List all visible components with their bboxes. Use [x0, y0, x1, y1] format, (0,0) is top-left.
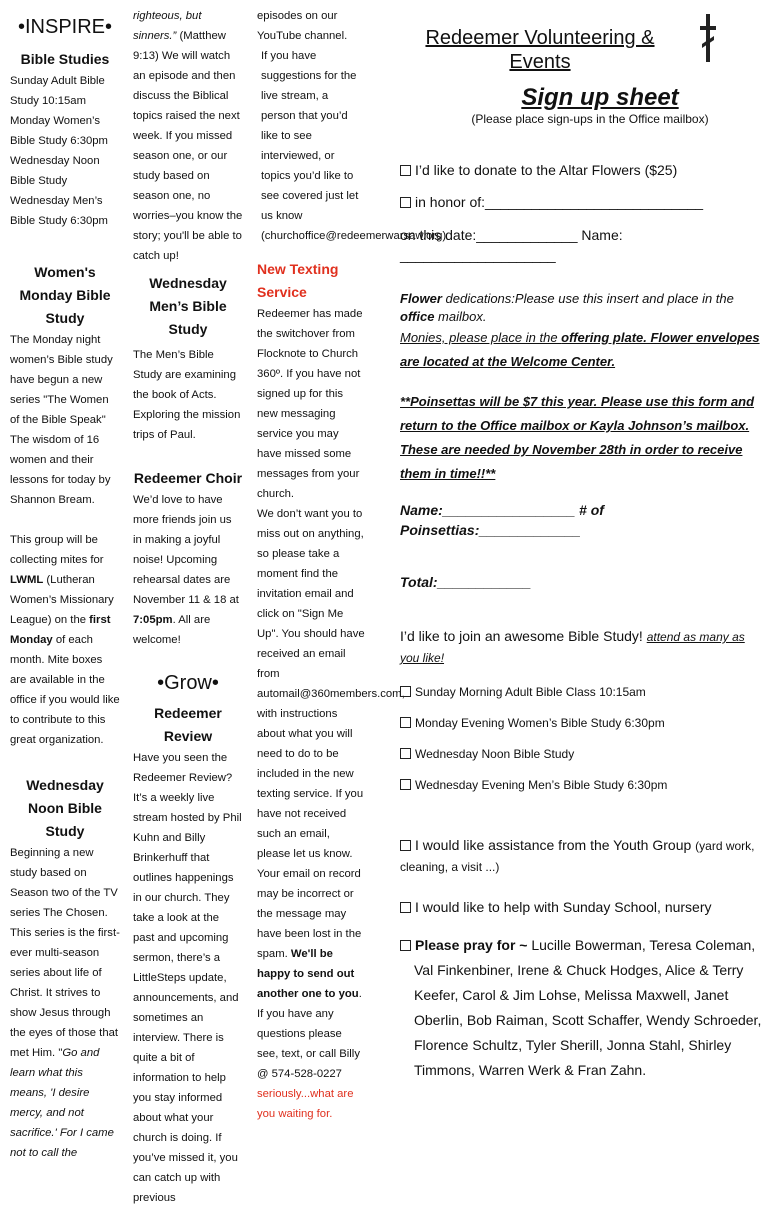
altar-flowers-option[interactable]: I’d like to donate to the Altar Flowers ($25)	[400, 160, 762, 180]
column-3	[257, 0, 447, 1124]
column-1	[10, 0, 120, 1163]
option-sunday[interactable]: Sunday Morning Adult Bible Class 10:15am	[400, 682, 762, 702]
poinsettia-text: **Poinsettas will be $7 this year. Please use this form and return to the Office mailbox or Kayla Johnson’s mailbox. These are needed by November 28th in order to receive them in time!!**	[400, 394, 755, 481]
texting-text: Redeemer has made the switchover from Flocknote to Church 360º. If you have not signed up for this new messaging service you may have missed some messages from your church.	[257, 308, 363, 500]
column-2	[133, 0, 243, 1208]
date-name-field[interactable]: on this date:_____________ Name: ____________________	[400, 227, 623, 263]
texting-text-2: We don’t want you to miss out on anything, so please take a moment find the invitation email and click on "Sign Me Up". You should have received an email from automail@360members.com, with instructions about what you will need to do to be included in the new texting service. If you have not received such an email, please let us know. Your email on record may be incorrect or the message may have been lost in the spam. We'll be happy to send out another one to you.	[257, 508, 405, 1000]
signup-column	[400, 0, 762, 1083]
bible-studies-title: Bible Studies	[20, 51, 110, 67]
youth-group-option[interactable]: I would like assistance from the Youth Group (yard work, cleaning, a visit ...)	[400, 837, 755, 874]
checkbox[interactable]	[400, 940, 411, 951]
option-wednesday-men[interactable]: Wednesday Evening Men’s Bible Study 6:30pm	[400, 775, 762, 795]
womens-study-text: The Monday night women’s Bible study have begun a new series "The Women of the Bible Speak" The wisdom of 16 women and their lessons for today by Shannon Bream.	[10, 334, 113, 506]
checkbox[interactable]	[400, 197, 411, 208]
inspire-heading: •INSPIRE•	[17, 16, 113, 38]
questions-text: If you have any questions please see, text, or call Billy @ 574-528-0227 seriously...what are you waiting for.	[257, 1008, 360, 1120]
checkbox[interactable]	[400, 748, 411, 759]
checkbox[interactable]	[400, 840, 411, 851]
episodes-text: episodes on our YouTube channel.	[257, 10, 348, 42]
suggestions-text: If you have suggestions for the live stream, a person that you’d like to see interviewed, or topics you’d like to see covered just let us know (churchoffice@redeemerwarsaw.org)	[261, 50, 447, 242]
option-monday[interactable]: Monday Evening Women’s Bible Study 6:30pm	[400, 713, 762, 733]
review-text: Have you seen the Redeemer Review? It’s a weekly live stream hosted by Phil Kuhn and Billy Brinkerhuff that outlines happenings in our church. They take a look at the past and upcoming sermon, there’s a LittleSteps update, announcements, and sometimes an interview. There is quite a bit of information to help you stay informed about what your church is doing. If you’ve missed it, you can catch up with previous	[133, 752, 242, 1204]
mens-study-text: The Men’s Bible Study are examining the book of Acts. Exploring the mission trips of Paul.	[133, 349, 241, 441]
cross-icon	[698, 14, 718, 62]
womens-study-title: Women's Monday Bible Study	[19, 264, 111, 326]
choir-text: We’d love to have more friends join us in making a joyful noise! Upcoming rehearsal dates are November 11 & 18 at 7:05pm. All are welcome!	[133, 494, 239, 646]
noon-study-continued: righteous, but sinners.” (Matthew 9:13) We will watch an episode and then discuss the Biblical topics raised the next week. If you missed season one, or our study based on season one, no worries–you know the story; you'll be able to catch up!	[133, 10, 243, 262]
choir-title: Redeemer Choir	[133, 470, 243, 486]
bible-study-join: I’d like to join an awesome Bible Study! attend as many as you like!	[400, 628, 745, 665]
checkbox[interactable]	[400, 686, 411, 697]
total-field[interactable]: Total:____________	[400, 574, 532, 590]
checkbox[interactable]	[400, 717, 411, 728]
bible-studies-list	[10, 71, 120, 231]
flower-dedication-text: Flower dedications:Please use this insert and place in the office mailbox.	[400, 291, 734, 324]
bible-study-line: Wednesday Noon Bible Study	[10, 155, 100, 187]
bible-study-line: Wednesday Men’s Bible Study 6:30pm	[10, 195, 108, 227]
noon-study-title: Wednesday Noon Bible Study	[26, 777, 104, 839]
honor-of-option[interactable]: in honor of:____________________________	[400, 192, 762, 212]
review-title: Redeemer Review	[154, 705, 222, 744]
poinsettia-name-field[interactable]: Name:_________________ # of Poinsettias:_____________	[400, 502, 604, 538]
signup-title: Sign up sheet	[521, 84, 679, 111]
bible-study-line: Monday Women’s Bible Study 6:30pm	[10, 115, 108, 147]
texting-title: New Texting Service	[257, 261, 339, 300]
monies-text: Monies, please place in the offering plate. Flower envelopes are located at the Welcome Center.	[400, 330, 760, 369]
signup-note: (Please place sign-ups in the Office mailbox)	[471, 112, 709, 126]
sunday-school-option[interactable]: I would like to help with Sunday School, nursery	[400, 897, 762, 917]
volunteering-heading: Redeemer Volunteering & Events	[425, 27, 655, 73]
option-wednesday-noon[interactable]: Wednesday Noon Bible Study	[400, 744, 762, 764]
checkbox[interactable]	[400, 902, 411, 913]
checkbox[interactable]	[400, 779, 411, 790]
bible-study-line: Sunday Adult Bible Study 10:15am	[10, 75, 105, 107]
prayer-list: Please pray for ~ Lucille Bowerman, Teresa Coleman, Val Finkenbiner, Irene & Chuck Hodges, Alice & Terry Keefer, Carol & Jim Lohse, Melissa Maxwell, Janet Oberlin, Bob Raiman, Scott Schaffer, Wendy Schroeder, Florence Schultz, Tyler Sherill, Jonna Stahl, Shirley Timmons, Warren Werk & Fran Zahn.	[400, 933, 762, 1083]
mites-text: This group will be collecting mites for LWML (Lutheran Women’s Missionary League) on the first Monday of each month. Mite boxes are available in the office if you would like to contribute to this great organization.	[10, 534, 120, 746]
mens-study-title: Wednesday Men’s Bible Study	[149, 275, 227, 337]
grow-heading: •Grow•	[157, 672, 219, 694]
noon-study-text: Beginning a new study based on Season two of the TV series The Chosen. This series is the first-ever multi-season series about life of Christ. It strives to show Jesus through the eyes of those that met Him. "Go and learn what this means, 'I desire mercy, and not sacrifice.' For I came not to call the	[10, 847, 120, 1159]
checkbox[interactable]	[400, 165, 411, 176]
